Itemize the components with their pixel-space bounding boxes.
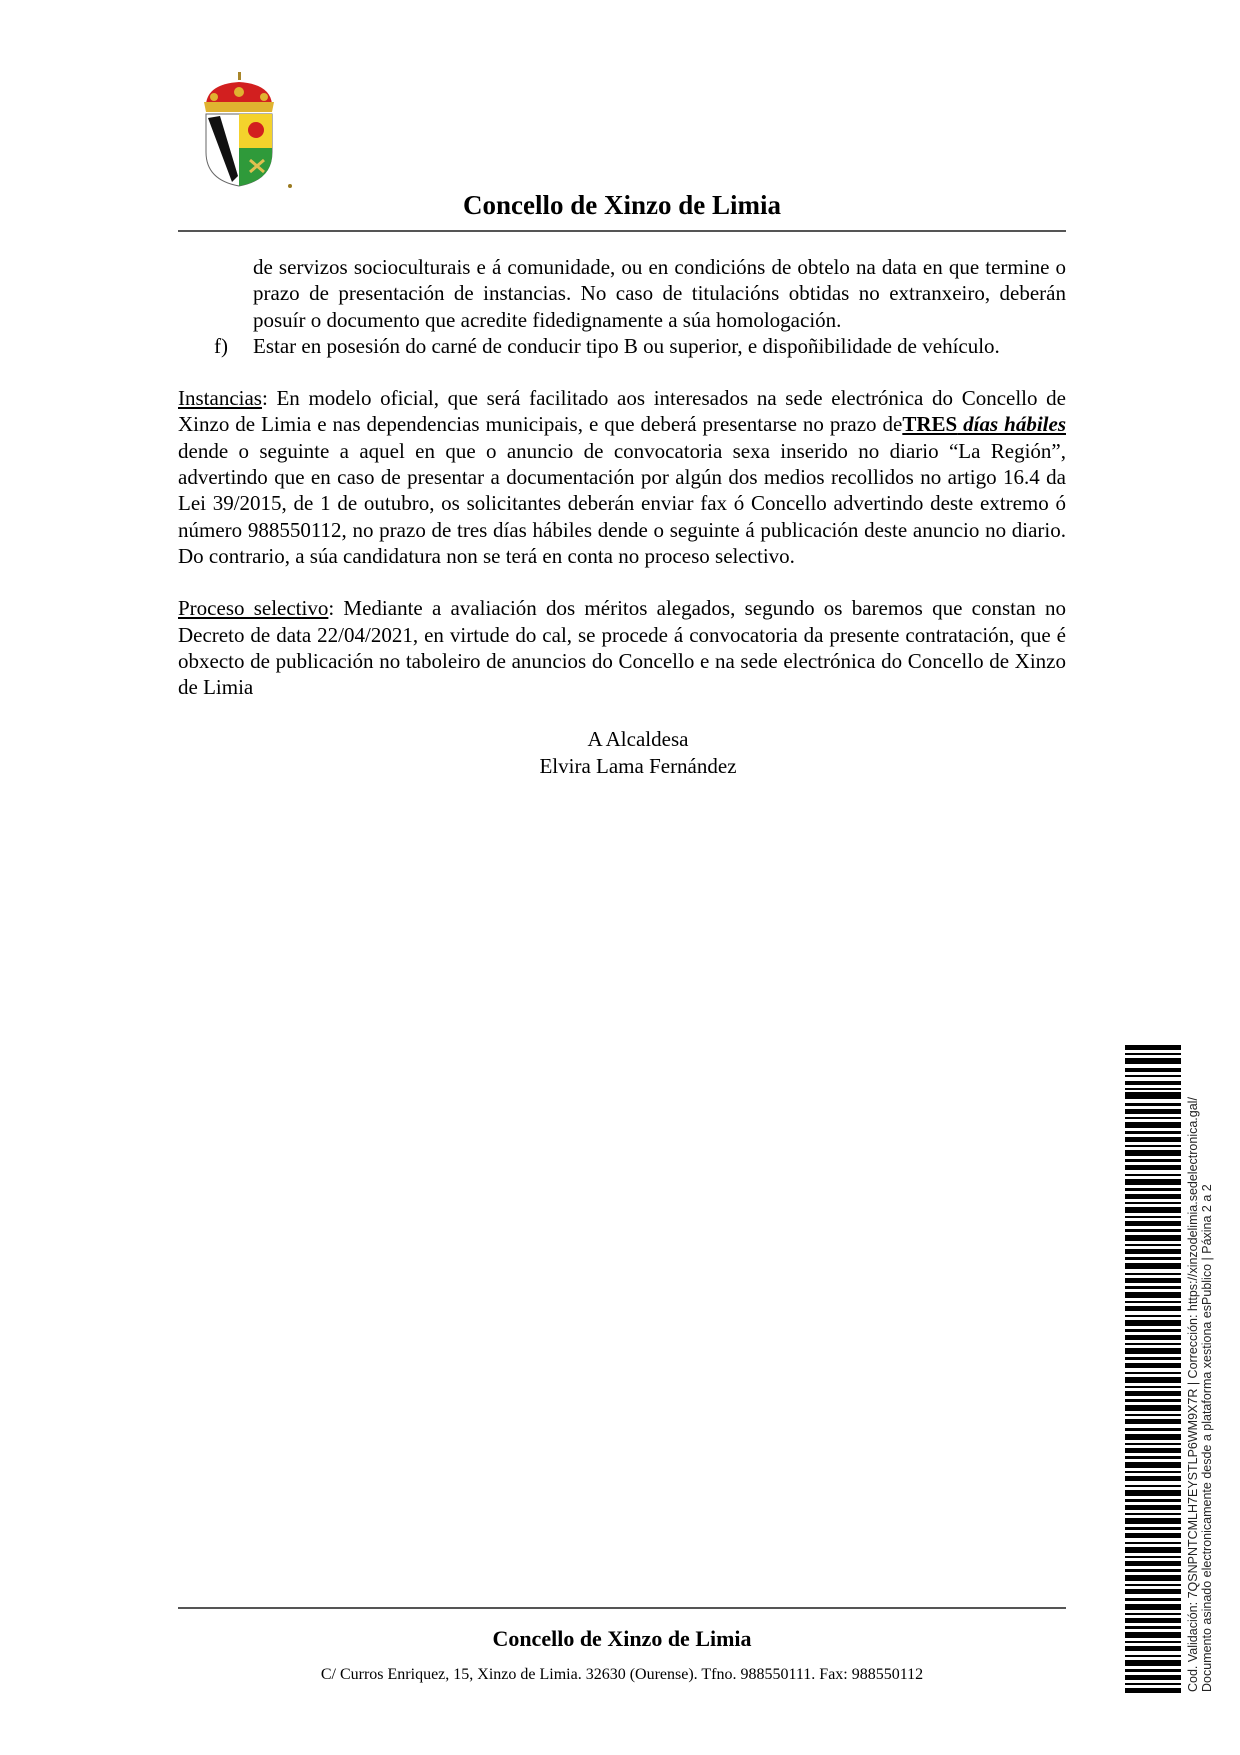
document-body [178,254,1066,779]
list-item-f [178,333,1066,359]
signature-name: Elvira Lama Fernández [539,753,737,778]
signature-role: A Alcaldesa [587,727,689,752]
footer-address: C/ Curros Enriquez, 15, Xinzo de Limia. 32630 (Ourense). Tfno. 988550111. Fax: 988550112 [320,1666,924,1683]
list-item-text: Estar en posesión do carné de conducir tipo B ou superior, e dispoñibilidade de vehículo. [253,333,1000,358]
proceso-paragraph: Proceso selectivo: Mediante a avaliación dos méritos alegados, segundo os baremos que constan no Decreto de data 22/04/2021, en virtude do cal, se procede á convocatoria da presente contratación, que é obxecto de publicación no taboleiro de anuncios do Concello e na sede electrónica do Concello de Xinzo de Limia [178,596,1067,700]
validation-code-line: Cod. Validación: 7QSNPNTCMLH7EYSTLP6WM9X7R | Corrección: https://xinzodelimia.sedelectronica.gal/ [1186,1097,1200,1692]
page-header-title: Concello de Xinzo de Limia [463,190,781,220]
list-item-e-continuation: de servizos socioculturais e á comunidade, ou en condicións de obtelo na data en que termine o prazo de presentación de instancias. No caso de titulacións obtidas no extranxeiro, deberán posuír o documento que acredite fidedignamente a súa homologación. [253,255,1066,332]
coat-of-arms-icon [178,72,298,192]
footer-divider [178,1607,1066,1609]
instancias-paragraph: Instancias: En modelo oficial, que será facilitado aos interesados na sede electrónica do Concello de Xinzo de Limia e nas dependencias municipais, e que deberá presentarse no prazo deTRES días hábiles dende o seguinte a aquel en que o anuncio de convocatoria sexa inserido no diario “La Región”, advertindo que en caso de presentar a documentación por algún dos medios recollidos no artigo 16.4 da Lei 39/2015, de 1 de outubro, os solicitantes deberán enviar fax ó Concello advertindo deste extremo ó número 988550112, no prazo de tres días hábiles dende o seguinte á publicación deste anuncio no diario. Do contrario, a súa candidatura non se terá en conta no proceso selectivo. [178,386,1066,568]
footer-title: Concello de Xinzo de Limia [492,1626,752,1651]
deadline-emphasis: TRES días hábiles [902,412,1066,437]
proceso-label: Proceso selectivo [178,596,329,621]
signature-platform-line: Documento asinado electronicamente desde a plataforma xestiona esPublico | Páxina 2 a 2 [1200,1184,1214,1692]
list-marker: f) [214,333,228,358]
instancias-label: Instancias [178,386,262,411]
validation-barcode [1125,1045,1181,1693]
header-divider [178,230,1066,232]
validation-text [1186,1097,1214,1692]
